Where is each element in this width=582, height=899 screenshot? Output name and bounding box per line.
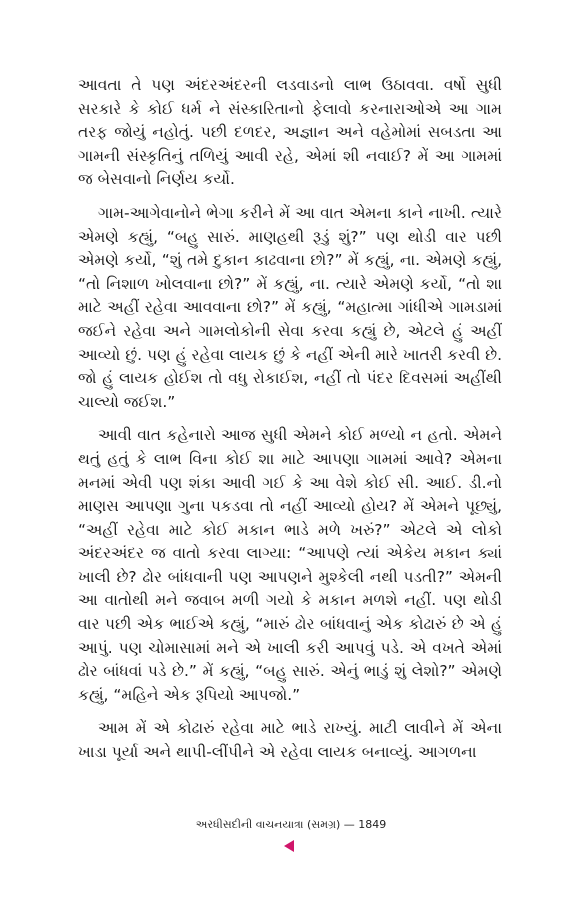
page-footer: અરધીસદીની વાચનયાત્રા (સમગ્ર) — 1849 [195,818,387,831]
paragraph-1: આવતા તે પણ અંદરઅંદરની લડવાડનો લાભ ઉઠાવવા. વર્ષો સુધી સરકારે કે કોઈ ધર્મ ને સંસ્કારિતાનો ફેલાવો કરનારાઓએ આ ગામ તરફ જોયું નહોતું. પછી દળદર, અજ્ઞાન અને વહેમોમાં સબડતા આ ગામની સંસ્કૃતિનું તળિયું આવી રહે, એમાં શી નવાઈ? મેં આ ગામમાં જ બેસવાનો નિર્ણય કર્યો. [78,76,502,189]
paragraph-3: આવી વાત કહેનારો આજ સુધી એમને કોઈ મળ્યો ન હતો. એમને થતું હતું કે લાભ વિના કોઈ શા માટે આપણા ગામમાં આવે? એમના મનમાં એવી પણ શંકા આવી ગઈ કે આ વેશે કોઈ સી. આઈ. ડી.નો માણસ આપણા ગુના પકડવા તો નહીં આવ્યો હોય? મેં એમને પૂછ્યું, “અહીં રહેવા માટે કોઈ મકાન ભાડે મળે ખરું?” એટલે એ લોકો અંદરઅંદર જ વાતો કરવા લાગ્યા: “આપણે ત્યાં એકેય મકાન ક્યાં ખાલી છે? ઢોર બાંધવાની પણ આપણને મુશ્કેલી નથી પડતી?” એમની આ વાતોથી મને જવાબ મળી ગયો કે મકાન મળશે નહીં. પણ થોડી વાર પછી એક ભાઈએ કહ્યું, “મારું ઢોર બાંધવાનું એક કોઢારું છે એ હું આપું. પણ ચોમાસામાં મને એ ખાલી કરી આપવું પડે. એ વખતે એમાં ઢોર બાંધવાં પડે છે.” મેં કહ્યું, “બહુ સારું. એનું ભાડું શું લેશો?” એમણે કહ્યું, “મહિને એક રૂપિયો આપજો.” [78,426,502,704]
paragraph-4: આમ મેં એ કોઢારું રહેવા માટે ભાડે રાખ્યું. માટી લાવીને મેં એના ખાડા પૂર્યા અને થાપી-લીંપીને એ રહેવા લાયક બનાવ્યું. આગળના [78,719,502,762]
page-body [78,74,502,775]
prev-page-icon[interactable] [284,840,294,852]
paragraph-2: ગામ-આગેવાનોને ભેગા કરીને મેં આ વાત એમના કાને નાખી. ત્યારે એમણે કહ્યું, “બહુ સારું. માણહથી રૂડું શું?” પણ થોડી વાર પછી એમણે કર્યો, “શું તમે દુકાન કાઢવાના છો?” મેં કહ્યું, ના. એમણે કહ્યું, “તો નિશાળ ખોલવાના છો?” મેં કહ્યું, ના. ત્યારે એમણે કર્યો, “તો શા માટે અહીં રહેવા આવવાના છો?” મેં કહ્યું, “મહાત્મા ગાંધીએ ગામડામાં જઈને રહેવા અને ગામલોકોની સેવા કરવા કહ્યું છે, એટલે હું અહીં આવ્યો છું. પણ હું રહેવા લાયક છું કે નહીં એની મારે ખાતરી કરવી છે. જો હું લાયક હોઈશ તો વધુ રોકાઈશ, નહીં તો પંદર દિવસમાં અહીંથી ચાલ્યો જઈશ.” [78,203,502,411]
